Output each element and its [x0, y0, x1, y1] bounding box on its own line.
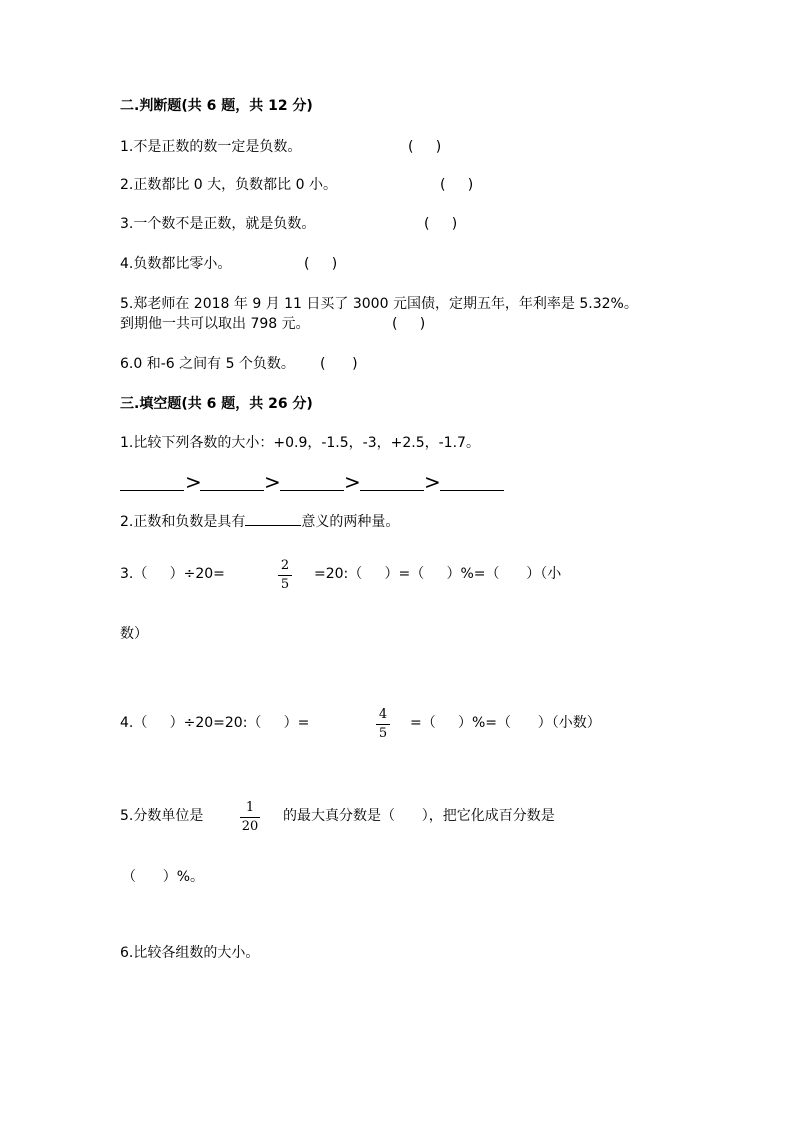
greater-than-4: > [424, 470, 441, 494]
greater-than-1: > [185, 470, 202, 494]
judge-item-3: 3.一个数不是正数，就是负数。 [120, 216, 316, 232]
fraction-numerator: 2 [280, 558, 290, 573]
fill-item-3-part2: =20:（ ）=（ ）%=（ ）（小 [314, 566, 562, 582]
answer-paren-4[interactable]: ( ) [304, 256, 338, 272]
fill-item-6: 6.比较各组数的大小。 [120, 945, 260, 961]
compare-blank-3[interactable] [280, 489, 344, 491]
judge-item-2: 2.正数都比 0 大，负数都比 0 小。 [120, 177, 337, 193]
fill-item-5-part1: 5.分数单位是 [120, 808, 204, 824]
judge-item-5-cont: 到期他一共可以取出 798 元。 [120, 316, 310, 332]
fraction-4-5 [376, 707, 390, 742]
answer-paren-6[interactable]: ( ) [320, 356, 358, 372]
judge-item-1: 1.不是正数的数一定是负数。 [120, 139, 302, 155]
fraction-numerator: 4 [378, 707, 388, 722]
answer-paren-5[interactable]: ( ) [392, 316, 426, 332]
answer-paren-2[interactable]: ( ) [440, 177, 474, 193]
fill-item-3-part1: 3.（ ）÷20= [120, 566, 225, 582]
fraction-numerator: 1 [245, 800, 255, 815]
compare-blank-5[interactable] [440, 489, 504, 491]
fraction-1-20 [240, 800, 260, 835]
fill-item-1: 1.比较下列各数的大小：+0.9，-1.5，-3，+2.5，-1.7。 [120, 435, 480, 451]
fill-item-2-after: 意义的两种量。 [301, 514, 400, 530]
judge-item-5: 5.郑老师在 2018 年 9 月 11 日买了 3000 元国债，定期五年，年利率是 5.32%。 [120, 296, 638, 312]
fraction-denominator: 20 [241, 819, 259, 834]
compare-blank-4[interactable] [360, 489, 424, 491]
compare-blank-2[interactable] [200, 489, 264, 491]
fill-item-3-part3: 数） [120, 626, 148, 642]
fill-item-2 [120, 511, 399, 532]
greater-than-2: > [264, 470, 281, 494]
section3-title: 三.填空题(共 6 题，共 26 分) [120, 396, 313, 412]
judge-item-4: 4.负数都比零小。 [120, 256, 232, 272]
fraction-2-5 [278, 558, 292, 593]
fraction-denominator: 5 [378, 726, 388, 741]
fraction-denominator: 5 [280, 577, 290, 592]
compare-blank-1[interactable] [120, 489, 184, 491]
answer-paren-3[interactable]: ( ) [424, 216, 458, 232]
section2-title: 二.判断题(共 6 题，共 12 分) [120, 98, 313, 114]
judge-item-6: 6.0 和-6 之间有 5 个负数。 [120, 356, 295, 372]
greater-than-3: > [344, 470, 361, 494]
fill-item-4-part1: 4.（ ）÷20=20:（ ）= [120, 715, 310, 731]
fill-item-5-part2: 的最大真分数是（ ），把它化成百分数是 [283, 808, 555, 824]
fill-item-2-before: 2.正数和负数是具有 [120, 514, 246, 530]
fill-item-5-part3: （ ）%。 [122, 869, 205, 885]
meaning-blank[interactable] [245, 511, 301, 526]
answer-paren-1[interactable]: ( ) [408, 139, 442, 155]
fill-item-4-part2: =（ ）%=（ ）（小数） [410, 715, 601, 731]
